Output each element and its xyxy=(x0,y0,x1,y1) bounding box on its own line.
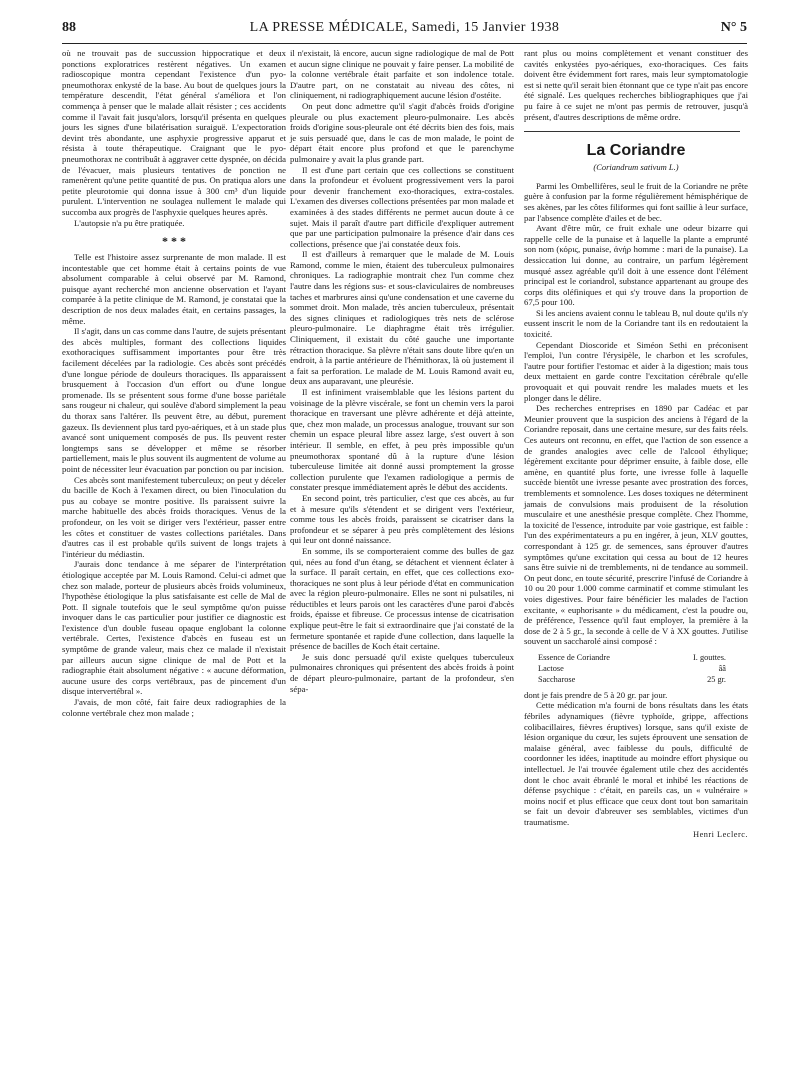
paragraph: Telle est l'histoire assez surprenante de mon malade. Il est incontestable que cet homme était à certains points de vue absolument comparable à celui observé par M. Ramond, puisque ayant recherché mon ancienne observation et l'ayant comparée à la petite clinique de M. Ramond, je constatai que la description de nos deux malades était, en certains passages, la même. xyxy=(62,252,286,326)
paragraph: L'autopsie n'a pu être pratiquée. xyxy=(74,217,185,228)
paragraph: Si les anciens avaient connu le tableau B, nul doute qu'ils n'y eussent inscrit le nom de la Coriandre tant ils en redoutaient la toxicité. xyxy=(524,307,748,340)
paragraph: J'avais, de mon côté, fait faire deux radiographies de la colonne vertébrale chez mon malade ; xyxy=(62,697,286,718)
paragraph: rant plus ou moins complètement et venant constituer des cavités enkystées pyo-aériques, exo-thoraciques. Ces faits doivent être évidemment fort rares, mais leur symptomatologie est si nette qu'il serait bien étonnant que ce type n'ait pas encore été signalé. Les quelques recherches bibliographiques que j'ai pu faire à ce sujet ne m'ont pas permis de retrouver, jusqu'à présent, d'autres descriptions de même ordre. xyxy=(524,48,748,122)
column-2 xyxy=(290,48,514,694)
formula-ingredient: Lactose xyxy=(538,663,564,673)
article-divider xyxy=(524,131,740,132)
paragraph: J'aurais donc tendance à me séparer de l'interprétation étiologique acceptée par M. Louis Ramond. Celui-ci admet que chez son malade, porteur de plusieurs abcès froids volumineux, l'hypothèse étiologique la plus satisfaisante est celle de Mal de Pott. Il signale toutefois que le seul symptôme qu'on puisse invoquer dans le cas particulier pour justifier ce diagnostic est l'existence d'un double fuseau opaque englobant la colonne vertébrale. Certes, l'existence d'abcès en fuseau est un symptôme de grande valeur, mais chez ce malade il n'existait par ailleurs aucun signe clinique de mal de Pott et la radiographie était absolument négative : « aucune déformation, aucune usure des corps vertébraux, pas de pincement d'un disque intervertébral ». xyxy=(62,559,286,697)
paragraph: Il est d'une part certain que ces collections se constituent dans la profondeur et évoluent progressivement vers la paroi pour devenir franchement exo-thoraciques, extra-costales. L'examen des diverses collections présentées par mon malade et examinées à des stades différents ne permet aucun doute à ce sujet. Mais il paraît d'autre part difficile d'expliquer autrement que par une participation pulmonaire la présence d'air dans ces collections, présence que j'ai constatée deux fois. xyxy=(290,164,514,249)
author-signature: Henri Leclerc. xyxy=(693,829,748,839)
paragraph: il n'existait, là encore, aucun signe radiologique de mal de Pott et aucun signe clinique ne pouvait y faire penser. La mobilité de la colonne vertébrale était parfaite et son indolence totale. D'autre part, on ne constatait au niveau des côtes, ni cliniquement, ni radiographiquement aucune lésion d'ostéite. xyxy=(290,48,514,101)
paragraph: Il est infiniment vraisemblable que les lésions partent du voisinage de la plèvre viscérale, se font un chemin vers la paroi thoracique en traversant une plèvre adhérente et déjà atteinte, que, chez mon malade, un processus analogue, trouvant sur son chemin un espace pleural libre assez large, s'est ouvert à son intérieur. Il semble, en effet, à peu près impossible qu'un pneumothorax spontané dû à la rupture d'une lésion tuberculeuse limitée ait donné aussi promptement la grosse collection purulente que l'examen radiologique a permis de constater presque immédiatement après le début des accidents. xyxy=(290,387,514,493)
formula-row xyxy=(538,652,726,663)
formula-dose: 25 gr. xyxy=(707,674,726,684)
prescription-formula xyxy=(538,652,748,685)
header-rule xyxy=(62,43,747,44)
formula-ingredient: Essence de Coriandre xyxy=(538,652,610,662)
paragraph: Il est d'ailleurs à remarquer que le malade de M. Louis Ramond, comme le mien, étaient des tuberculeux pulmonaires chroniques. La radiographie montrait chez l'un comme chez l'autre dans les régions sus- et sous-claviculaires de nombreuses taches et marbrures ainsi qu'une condensation et une caverne du sommet droit. Mon malade, très ancien tuberculeux, présentait des signes cliniques et radiologiques très nets de sclérose pleuro-pulmonaire. Le diaphragme était très irrégulier. Cliniquement, il existait du côté gauche une importante rétraction thoracique. Sa plèvre n'était sans doute libre qu'en un endroit, à la partie antérieure de l'hémithorax, là où justement il a fait sa perforation. Le malade de M. Louis Ramond avait eu, deux ans auparavant, une pleurésie. xyxy=(290,249,514,387)
article-title: La Coriandre xyxy=(586,142,686,160)
paragraph: Parmi les Ombellifères, seul le fruit de la Coriandre ne prête guère à confusion par la forme régulièrement hémisphérique de ses akènes, par les côtes filiformes qui font saillie à leur surface, par l'absence complète d'ailes et de bec. xyxy=(524,180,748,223)
page-header xyxy=(62,20,747,40)
page-number: 88 xyxy=(62,20,76,35)
paragraph: Il s'agit, dans un cas comme dans l'autre, de sujets présentant des abcès multiples, formant des collections liquides exothoraciques suffisamment importantes pour être très facilement décelées par la radiologie. Ces abcès sont précédés d'une longue période de douleurs thoraciques. Ils apparaissent brusquement à l'occasion d'un effort ou d'une longue promenade. Ils se présentent sous forme d'une bosse pariétale sans rougeur ni chaleur, qui soulève d'abord simplement la peau du thorax sans l'altérer. Ils peuvent être, au début, purement gazeux. Ils deviennent plus tard pyo-aériques, et à un stade plus avancé sont uniquement composés de pus. Ils peuvent rester longtemps sans se développer et même se résorber partiellement, mais le plus souvent ils augmentent de volume au point de nécessiter leur évacuation par ponction ou par incision. xyxy=(62,326,286,474)
paragraph: Cependant Dioscoride et Siméon Sethi en préconisent l'emploi, l'un contre l'érysipèle, le charbon et les scrofules, l'autre pour fortifier l'estomac et aider à la digestion; mais tous deux mettaient en garde contre l'excitation cérébrale qu'elle provoquait et qui pouvait rendre les malades muets et les plonger dans le délire. xyxy=(524,339,748,403)
paragraph: dont je fais prendre de 5 à 20 gr. par jour. xyxy=(524,689,668,700)
issue-number: N° 5 xyxy=(720,20,747,35)
paragraph: Des recherches entreprises en 1890 par Cadéac et par Meunier prouvent que la suspicion des anciens à l'égard de la Coriandre reposait, dans une certaine mesure, sur des faits réels. Ces auteurs ont reconnu, en effet, que l'action de son essence a de grandes analogies avec celle de l'alcool éthylique; légèrement excitante pour déprimer ensuite, à faible dose, elle amène, en quantité plus forte, une ivresse folle à laquelle succède bientôt une ivresse pesante avec prostration des forces, tremblements et somnolence. Les doses toxiques ne déterminent jamais de convulsions mais produisent de la résolution musculaire et une anesthésie presque complète. Chez l'homme, la toxicité de l'essence, introduite par voie gastrique, est faible : l'un des expérimentateurs a pu en ingérer, à jeun, XLV gouttes, correspondant à 125 gr. de semences, sans éprouver d'autres symptômes qu'une excitation qui cessa au bout de 12 heures sans être suivie ni de tremblements, ni de tendance au sommeil. On peut donc, en toute sécurité, prescrire l'infusé de Coriandre à 10 ou 20 pour 1.000 comme carminatif et comme stimulant les voies digestives. Pour faire bénéficier les malades de l'action excitante, « euphorisante » du médicament, c'est la poudre ou, de préférence, l'essence qu'il faut employer, la première à la dose de 2 à 5 gr., la seconde à celle de V à XX gouttes. J'utilise souvent un saccharolé ainsi composé : xyxy=(524,403,748,647)
paragraph: où ne trouvait pas de succussion hippocratique et deux ponctions exploratrices restèrent négatives. Un examen radioscopique montra cependant l'existence d'un pyo-pneumothorax enkysté de la base. Au bout de quelques jours la température descendit, l'état général s'améliora et l'on commença à penser que le malade allait résister ; ces accidents comme il l'avait fait jusqu'alors, lorsqu'il présenta en quelques jours les signes d'une bilatérisation suraiguë. L'expectoration devint très abondante, une asphyxie progressive apparut et résista à toute thérapeutique. Craignant que le pyo-pneumothorax ne contribuât à aggraver cette dyspnée, on décida de l'évacuer, mais plusieurs tentatives de ponction ne ramenèrent qu'une petite quantité de pus. On pratiqua alors une petite pleurotomie qui donna issue à 300 cm³ d'un liquide purulent. L'intervention ne soulagea nullement le malade qui succomba aux progrès de l'asphyxie quelques heures après. xyxy=(62,48,286,217)
formula-dose: I. gouttes. xyxy=(693,652,726,662)
formula-ingredient: Saccharose xyxy=(538,674,576,684)
paragraph: Cette médication m'a fourni de bons résultats dans les états fébriles adynamiques (fièvre typhoïde, grippe, affections colibacillaires, fièvres éruptives) lorsque, sans qu'il existe de lésion organique du cœur, les sujets éprouvent une sensation de malaise général, avec faiblesse du pouls, difficulté de coordonner les idées, inaptitude au moindre effort physique ou intellectuel. Je l'ai trouvée également utile chez des accidentés dont le choc avait ébranlé le moral et inhibé les réactions de défense psychique : c'était, en pareils cas, un « vulnéraire » moins nocif et plus efficace que ceux dont tout bon samaritain se fait un devoir d'abreuver ses semblables, victimes d'un traumatisme. xyxy=(524,700,748,827)
journal-title: LA PRESSE MÉDICALE, Samedi, 15 Janvier 1938 xyxy=(249,20,560,35)
paragraph: Ces abcès sont manifestement tuberculeux; on peut y déceler du bacille de Koch à l'examen direct, ou bien l'inoculation du pus au cobaye se montre positive. Ils paraissent suivre la marche habituelle des abcès froids thoraciques. Venus de la profondeur, on les voit se diriger vers l'extérieur, passer entre les côtes et constituer de vastes collections pariétales. Dans d'autres cas il est probable qu'ils suivent de longs trajets à l'intérieur du médiastin. xyxy=(62,474,286,559)
column-1 xyxy=(62,48,286,718)
formula-row xyxy=(538,663,726,674)
formula-dose: ââ xyxy=(718,663,726,673)
section-stars: * * * xyxy=(162,234,186,249)
paragraph: Avant d'être mûr, ce fruit exhale une odeur bizarre qui rappelle celle de la punaise et à laquelle la plante a emprunté son nom (κόρις, punaise, ἀνήρ homme : mari de la punaise). La dessiccation lui donne, au contraire, un parfum légèrement musqué assez agréable qu'il doit à une essence dont l'élément principal est le coriandrol, substance appartenant au groupe des corps dits oléfiniques et qui s'y trouve dans la proportion de 67,5 pour 100. xyxy=(524,223,748,308)
paragraph: On peut donc admettre qu'il s'agit d'abcès froids d'origine pleurale ou plus exactement pleuro-pulmonaire. Les abcès froids d'origine sous-pleurale ont été décrits bien des fois, mais je suis persuadé que, dans le cas de mon malade, le point de départ était encore plus profond et que le parenchyme pulmonaire y avait la plus grande part. xyxy=(290,100,514,164)
paragraph: En somme, ils se comporteraient comme des bulles de gaz qui, nées au fond d'un étang, se détachent et viennent éclater à la surface. Il paraît certain, en effet, que ces collections exo-thoraciques ne sont plus à leur période d'état en communication avec la région pleuro-pulmonaire. Elles ne sont ni pulsatiles, ni réductibles et leurs parois ont les caractères d'une paroi d'abcès froids, épaisse et fibreuse. Ce processus intense de cicatrisation explique peut-être le fait si extraordinaire que j'ai constaté de la fermeture spontanée et rapide d'une collection, dans laquelle la présence de bacilles de Koch était certaine. xyxy=(290,545,514,652)
article-subtitle: (Coriandrum sativum L.) xyxy=(593,162,679,173)
column-3 xyxy=(524,48,748,840)
formula-row xyxy=(538,674,726,685)
paragraph: Je suis donc persuadé qu'il existe quelques tuberculeux pulmonaires chroniques qui présentent des abcès froids à point de départ pleuro-pulmonaire, partant de la profondeur, s'en sépa- xyxy=(290,651,514,694)
paragraph: En second point, très particulier, c'est que ces abcès, au fur et à mesure qu'ils s'étendent et se dirigent vers l'extérieur, comme tous les abcès froids, paraissent se cicatriser dans la profondeur et se séparer à peu près complètement des lésions qui leur ont donné naissance. xyxy=(290,492,514,546)
